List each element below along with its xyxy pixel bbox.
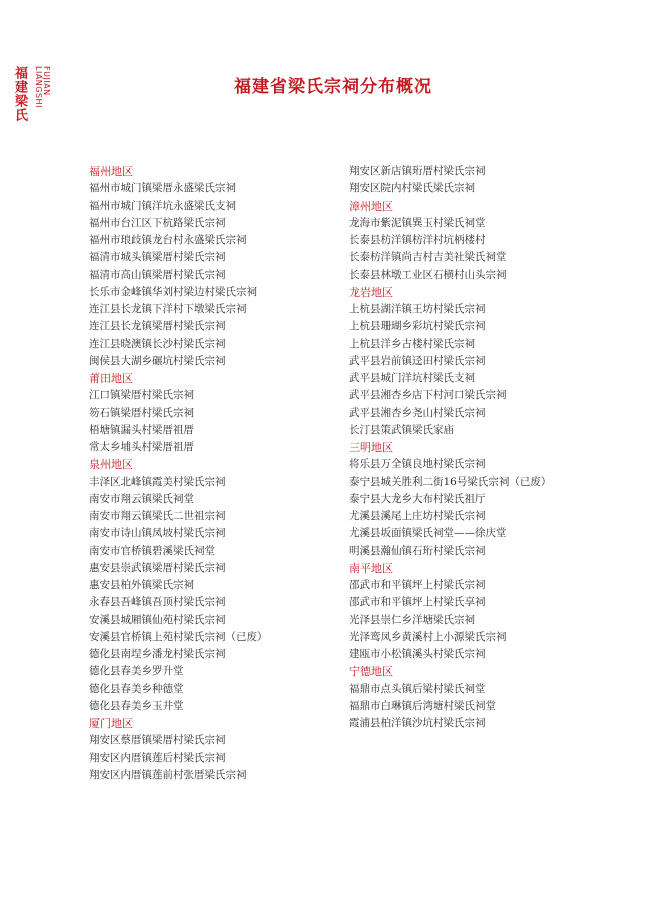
ancestral-hall-entry: 翔安区院内村梁氏梁氏宗祠 xyxy=(349,182,475,195)
ancestral-hall-entry: 福州市城门镇梁厝永盛梁氏宗祠 xyxy=(89,182,236,195)
ancestral-hall-entry: 上杭县洋乡古楼村梁氏宗祠 xyxy=(349,337,475,350)
ancestral-hall-entry: 将乐县万全镇良地村梁氏宗祠 xyxy=(349,458,486,471)
left-column xyxy=(89,163,339,784)
brand-subtitle: FUJIAN LIANGSHI xyxy=(34,66,51,108)
ancestral-hall-entry: 连江县晓澳镇长沙村梁氏宗祠 xyxy=(89,337,226,350)
region-heading: 泉州地区 xyxy=(89,458,133,472)
region-heading: 三明地区 xyxy=(349,441,393,454)
ancestral-hall-entry: 长乐市金峰镇华刘村梁边村梁氏宗祠 xyxy=(89,285,257,298)
ancestral-hall-entry: 惠安县柏外镇梁氏宗祠 xyxy=(89,579,194,591)
region-heading: 南平地区 xyxy=(349,561,393,575)
ancestral-hall-entry: 长泰县枋洋镇枋洋村坑柄楼村 xyxy=(349,234,486,246)
ancestral-hall-entry: 翔安区内厝镇莲后村梁氏宗祠 xyxy=(89,751,226,764)
ancestral-hall-entry: 德化县春美乡种德堂 xyxy=(89,682,184,695)
ancestral-hall-entry: 长泰县林墩工业区石横村山头宗祠 xyxy=(349,268,507,281)
ancestral-hall-entry: 德化县南埕乡潘龙村梁氏宗祠 xyxy=(89,648,226,660)
ancestral-hall-entry: 福州市台江区下杭路梁氏宗祠 xyxy=(89,216,226,229)
ancestral-hall-entry: 连江县长龙镇梁厝村梁氏宗祠 xyxy=(89,320,226,333)
ancestral-hall-entry: 翔安区内厝镇莲前村张厝梁氏宗祠 xyxy=(89,768,247,781)
brand-title: 福建梁氏 xyxy=(12,66,27,122)
region-heading: 漳州地区 xyxy=(349,199,393,213)
ancestral-hall-entry: 福鼎市白琳镇后湾塘村梁氏祠堂 xyxy=(349,699,496,712)
ancestral-hall-entry: 武平县城门洋坑村梁氏支祠 xyxy=(349,372,475,384)
ancestral-hall-entry: 翔安区新店镇珩厝村梁氏宗祠 xyxy=(349,165,486,177)
ancestral-hall-entry: 江口镇梁厝村梁氏宗祠 xyxy=(89,389,194,402)
region-heading: 莆田地区 xyxy=(89,372,133,385)
ancestral-hall-entry: 安溪县官桥镇上苑村梁氏宗祠（已废） xyxy=(89,630,268,643)
ancestral-hall-entry: 连江县长龙镇下洋村下墩梁氏宗祠 xyxy=(89,303,247,315)
ancestral-hall-entry: 泰宁县城关胜利二街16号梁氏宗祠（已废） xyxy=(349,475,552,488)
ancestral-hall-entry: 德化县春美乡玉井堂 xyxy=(89,699,184,712)
region-heading: 厦门地区 xyxy=(89,717,133,730)
ancestral-hall-entry: 尤溪县溪尾上庄坊村梁氏宗祠 xyxy=(349,510,486,522)
ancestral-hall-entry: 上杭县湖洋镇王坊村梁氏宗祠 xyxy=(349,303,486,315)
ancestral-hall-entry: 丰泽区北峰镇霞美村梁氏宗祠 xyxy=(89,475,226,488)
ancestral-hall-entry: 德化县春美乡罗升堂 xyxy=(89,665,184,678)
region-heading: 宁德地区 xyxy=(349,665,393,679)
ancestral-hall-entry: 常太乡埔头村梁厝祖厝 xyxy=(89,441,194,453)
ancestral-hall-entry: 霞浦县柏洋镇沙坑村梁氏宗祠 xyxy=(349,717,486,729)
ancestral-hall-entry: 明溪县瀚仙镇石珩村梁氏宗祠 xyxy=(349,544,486,557)
ancestral-hall-entry: 永春县吾峰镇吾顶村梁氏宗祠 xyxy=(89,596,226,609)
ancestral-hall-entry: 武平县湘杏乡店下村河口梁氏宗祠 xyxy=(349,389,507,402)
ancestral-hall-entry: 福州市城门镇洋坑永盛梁氏支祠 xyxy=(89,199,236,212)
ancestral-hall-entry: 光泽县崇仁乡洋塘梁氏宗祠 xyxy=(349,613,475,626)
ancestral-hall-entry: 南安市翔云镇梁氏祠堂 xyxy=(89,492,194,505)
ancestral-hall-entry: 福清市高山镇梁厝村梁氏宗祠 xyxy=(89,268,226,281)
ancestral-hall-entry: 南安市诗山镇凤坡村梁氏宗祠 xyxy=(89,527,226,540)
ancestral-hall-entry: 福鼎市点头镇后梁村梁氏祠堂 xyxy=(349,682,486,695)
region-heading: 福州地区 xyxy=(89,165,133,178)
region-heading: 龙岩地区 xyxy=(349,285,393,299)
ancestral-hall-entry: 武平县湘杏乡尧山村梁氏宗祠 xyxy=(349,406,486,419)
ancestral-hall-entry: 龙海市紫泥镇巽玉村梁氏祠堂 xyxy=(349,216,486,229)
ancestral-hall-entry: 翔安区蔡厝镇梁厝村梁氏宗祠 xyxy=(89,734,226,747)
ancestral-hall-entry: 福清市城头镇梁厝村梁氏宗祠 xyxy=(89,251,226,264)
ancestral-hall-entry: 南安市翔云镇梁氏二世祖宗祠 xyxy=(89,510,226,522)
ancestral-hall-entry: 长泰枋洋镇尚吉村吉美社梁氏祠堂 xyxy=(349,251,507,264)
ancestral-hall-entry: 南安市官桥镇碧溪梁氏祠堂 xyxy=(89,544,215,557)
ancestral-hall-entry: 建瓯市小松镇溪头村梁氏宗祠 xyxy=(349,648,486,660)
ancestral-hall-entry: 邵武市和平镇坪上村梁氏宗祠 xyxy=(349,579,486,591)
right-column xyxy=(349,163,649,732)
ancestral-hall-entry: 长汀县策武镇梁氏家庙 xyxy=(349,423,454,436)
ancestral-hall-entry: 尤溪县坂面镇梁氏祠堂——徐庆堂 xyxy=(349,527,507,540)
ancestral-hall-entry: 闽侯县大湖乡碾坑村梁氏宗祠 xyxy=(89,354,226,367)
ancestral-hall-entry: 安溪县城厢镇仙苑村梁氏宗祠 xyxy=(89,613,226,626)
ancestral-hall-entry: 邵武市和平镇坪上村梁氏享祠 xyxy=(349,596,486,609)
ancestral-hall-entry: 惠安县崇武镇梁厝村梁氏宗祠 xyxy=(89,561,226,574)
page-title: 福建省梁氏宗祠分布概况 xyxy=(234,77,432,97)
ancestral-hall-entry: 泰宁县大龙乡大布村梁氏祖厅 xyxy=(349,492,486,505)
ancestral-hall-entry: 武平县岩前镇迳田村梁氏宗祠 xyxy=(349,354,486,367)
ancestral-hall-entry: 梧塘镇漏头村梁厝祖厝 xyxy=(89,423,194,436)
ancestral-hall-entry: 上杭县珊瑚乡彩坑村梁氏宗祠 xyxy=(349,320,486,333)
ancestral-hall-entry: 福州市琅歧镇龙台村永盛梁氏宗祠 xyxy=(89,234,247,246)
ancestral-hall-entry: 光泽鸾凤乡黄溪村上小源梁氏宗祠 xyxy=(349,630,507,643)
ancestral-hall-entry: 笏石镇梁厝村梁氏宗祠 xyxy=(89,406,194,419)
